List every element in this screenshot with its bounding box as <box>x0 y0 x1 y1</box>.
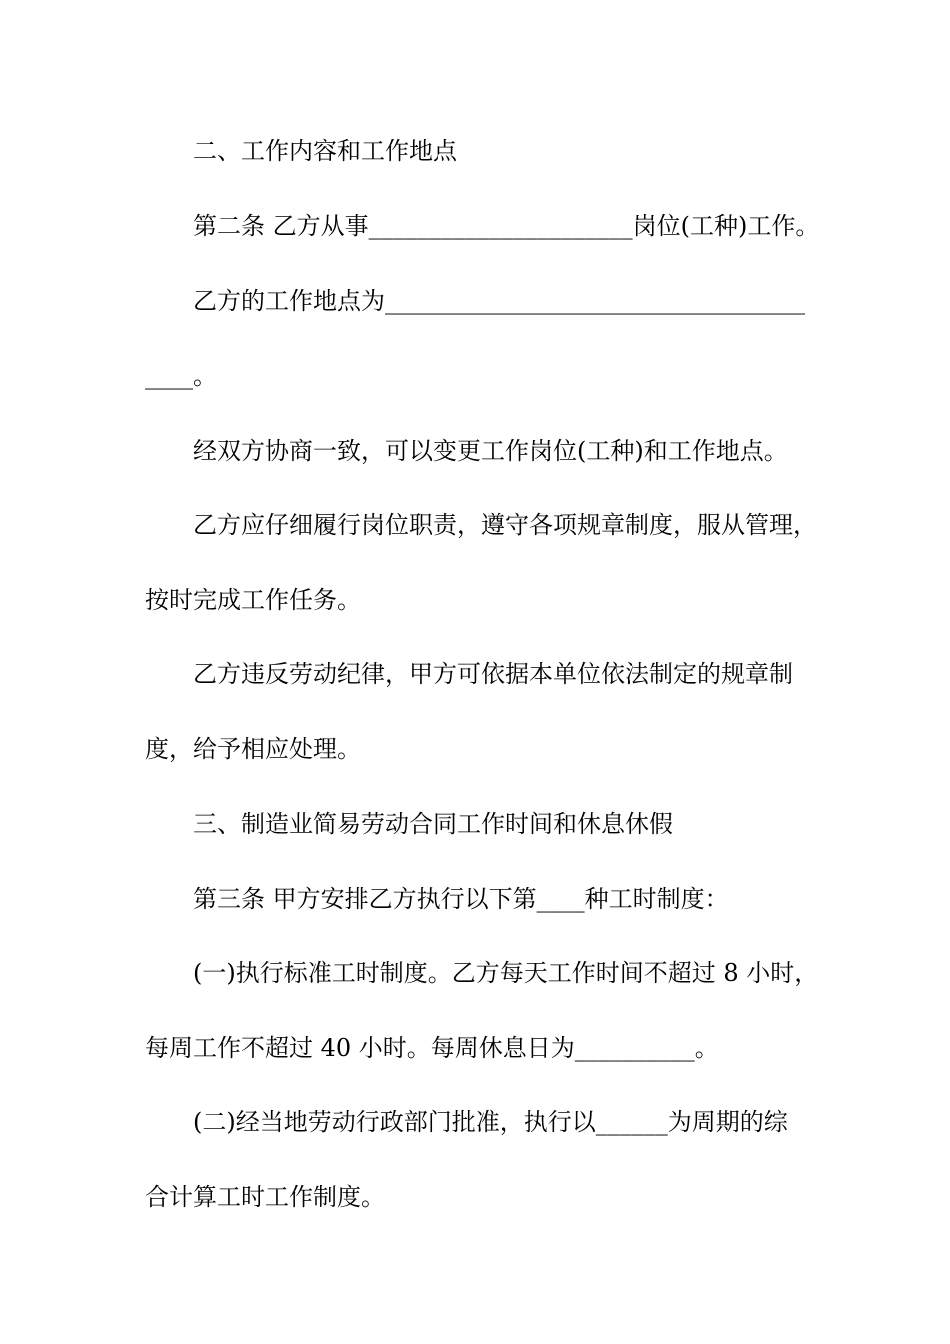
paragraph-line: 合计算工时工作制度。 <box>145 1183 385 1211</box>
paragraph-line: 每周工作不超过 40 小时。每周休息日为__________。 <box>145 1034 719 1062</box>
paragraph-line: 经双方协商一致，可以变更工作岗位(工种)和工作地点。 <box>193 437 788 465</box>
paragraph-line: 乙方违反劳动纪律，甲方可依据本单位依法制定的规章制 <box>193 660 793 688</box>
work-location-line: 乙方的工作地点为___________________________________ <box>193 287 805 315</box>
paragraph-line: 乙方应仔细履行岗位职责，遵守各项规章制度，服从管理， <box>193 511 817 539</box>
paragraph-line: 按时完成工作任务。 <box>145 586 361 614</box>
article-2-line: 第二条 乙方从事______________________岗位(工种)工作。 <box>193 212 820 240</box>
paragraph-line: (二)经当地劳动行政部门批准，执行以______为周期的综 <box>193 1108 788 1136</box>
paragraph-line: 度，给予相应处理。 <box>145 735 361 763</box>
paragraph-line: (一)执行标准工时制度。乙方每天工作时间不超过 8 小时， <box>193 959 819 987</box>
work-location-continuation: ____。 <box>145 362 217 390</box>
section-heading-2: 二、工作内容和工作地点 <box>193 137 457 165</box>
section-heading-3: 三、制造业简易劳动合同工作时间和休息休假 <box>193 810 673 838</box>
article-3-line: 第三条 甲方安排乙方执行以下第____种工时制度： <box>193 885 729 913</box>
